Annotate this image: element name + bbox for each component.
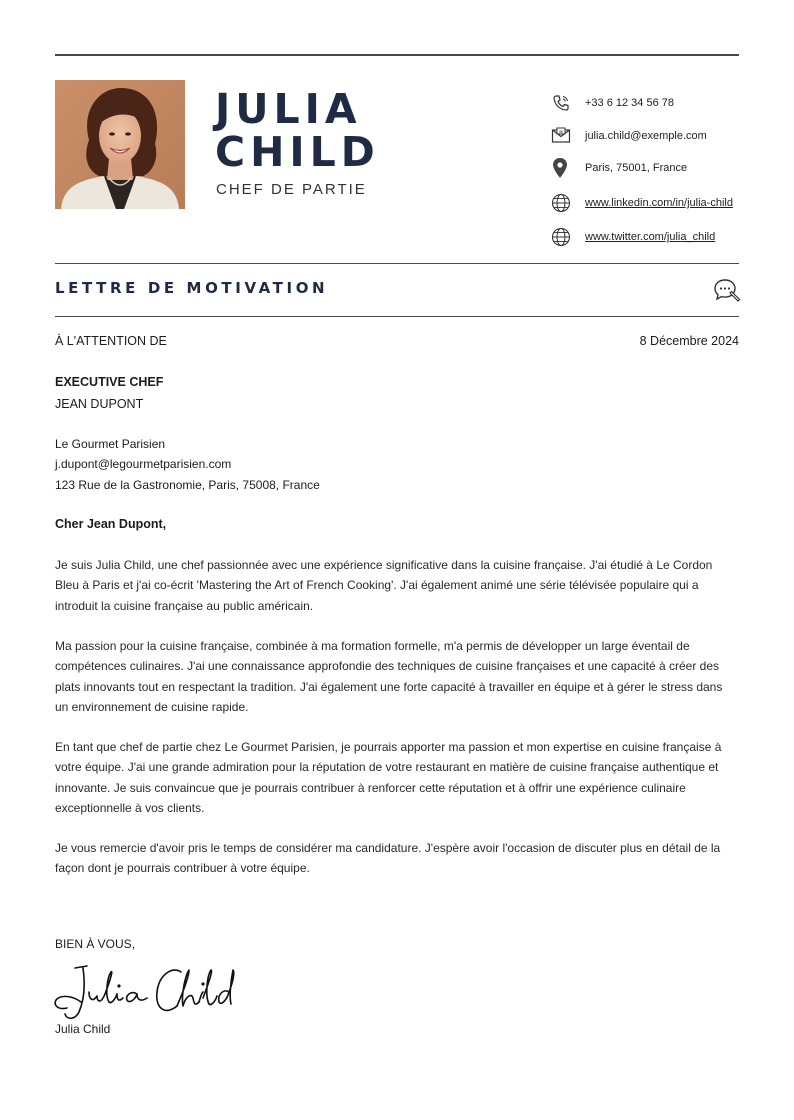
top-divider — [55, 54, 739, 56]
contact-linkedin — [551, 192, 741, 214]
phone-text: +33 6 12 34 56 78 — [585, 97, 674, 109]
job-title: CHEF DE PARTIE — [216, 181, 367, 198]
address-text: Paris, 75001, France — [585, 162, 688, 174]
section-title: LETTRE DE MOTIVATION — [55, 279, 329, 297]
paragraph-2: Ma passion pour la cuisine française, combinée à ma formation formelle, m'a permis de développer un large éventail de compétences culinaires. J'ai une connaissance approfondie des techniques de cuisine françaises et une capacité à créer des plats innovants tout en respectant la tradition. J'ai également une forte capacité à travailler en équipe et à gérer le stress dans un environnement de cuisine rapide. — [55, 639, 723, 714]
email-icon — [551, 125, 573, 147]
recipient-address: 123 Rue de la Gastronomie, Paris, 75008, France — [55, 478, 320, 492]
contact-address — [551, 157, 741, 179]
recipient-email: j.dupont@legourmetparisien.com — [55, 457, 232, 471]
section-bottom-divider — [55, 316, 739, 317]
svg-text:@: @ — [558, 130, 564, 135]
speech-bubble-pen-icon — [713, 278, 741, 304]
recipient-role: EXECUTIVE CHEF — [55, 375, 164, 389]
signer-name: Julia Child — [55, 1022, 111, 1036]
portrait-image — [55, 80, 185, 209]
contact-phone — [551, 92, 741, 114]
attention-label: À L'ATTENTION DE — [55, 334, 167, 348]
candidate-name — [215, 85, 380, 176]
recipient-company: Le Gourmet Parisien — [55, 437, 166, 451]
globe-icon — [551, 192, 573, 214]
contact-twitter — [551, 226, 741, 248]
paragraph-3: En tant que chef de partie chez Le Gourmet Parisien, je pourrais apporter ma passion et mon expertise en cuisine française à votre équipe. J'ai une grande admiration pour la réputation de votre restaurant en matière de cuisine française authentique et innovante. Je suis convaincue que je pourrais contribuer à renforcer cette réputation et à offrir une expérience culinaire exceptionnelle à vos clients. — [55, 740, 722, 815]
profile-photo — [55, 80, 185, 209]
linkedin-link[interactable]: www.linkedin.com/in/julia-child — [585, 197, 733, 209]
signature — [53, 962, 243, 1024]
salutation: Cher Jean Dupont, — [55, 517, 167, 531]
section-top-divider — [55, 263, 739, 264]
globe-icon — [551, 226, 573, 248]
recipient-name: JEAN DUPONT — [55, 397, 144, 411]
paragraph-4: Je vous remercie d'avoir pris le temps de considérer ma candidature. J'espère avoir l'occasion de discuter plus en détail de la façon dont je pourrais contribuer à votre équipe. — [55, 841, 721, 876]
paragraph-1: Je suis Julia Child, une chef passionnée avec une expérience significative dans la cuisine française. J'ai étudié à Le Cordon Bleu à Paris et j'ai co-écrit 'Mastering the Art of French Cooking'. J'ai également animé une série télévisée populaire qui a introduit la cuisine française au public américain. — [55, 558, 713, 613]
email-link[interactable]: julia.child@exemple.com — [585, 130, 707, 142]
last-name: CHILD — [215, 128, 380, 176]
first-name: JULIA — [215, 85, 362, 133]
closing: BIEN À VOUS, — [55, 937, 136, 951]
location-pin-icon — [551, 157, 573, 179]
letter-date: 8 Décembre 2024 — [639, 334, 739, 348]
phone-icon — [551, 92, 573, 114]
twitter-link[interactable]: www.twitter.com/julia_child — [585, 231, 716, 243]
contact-email — [551, 125, 741, 147]
